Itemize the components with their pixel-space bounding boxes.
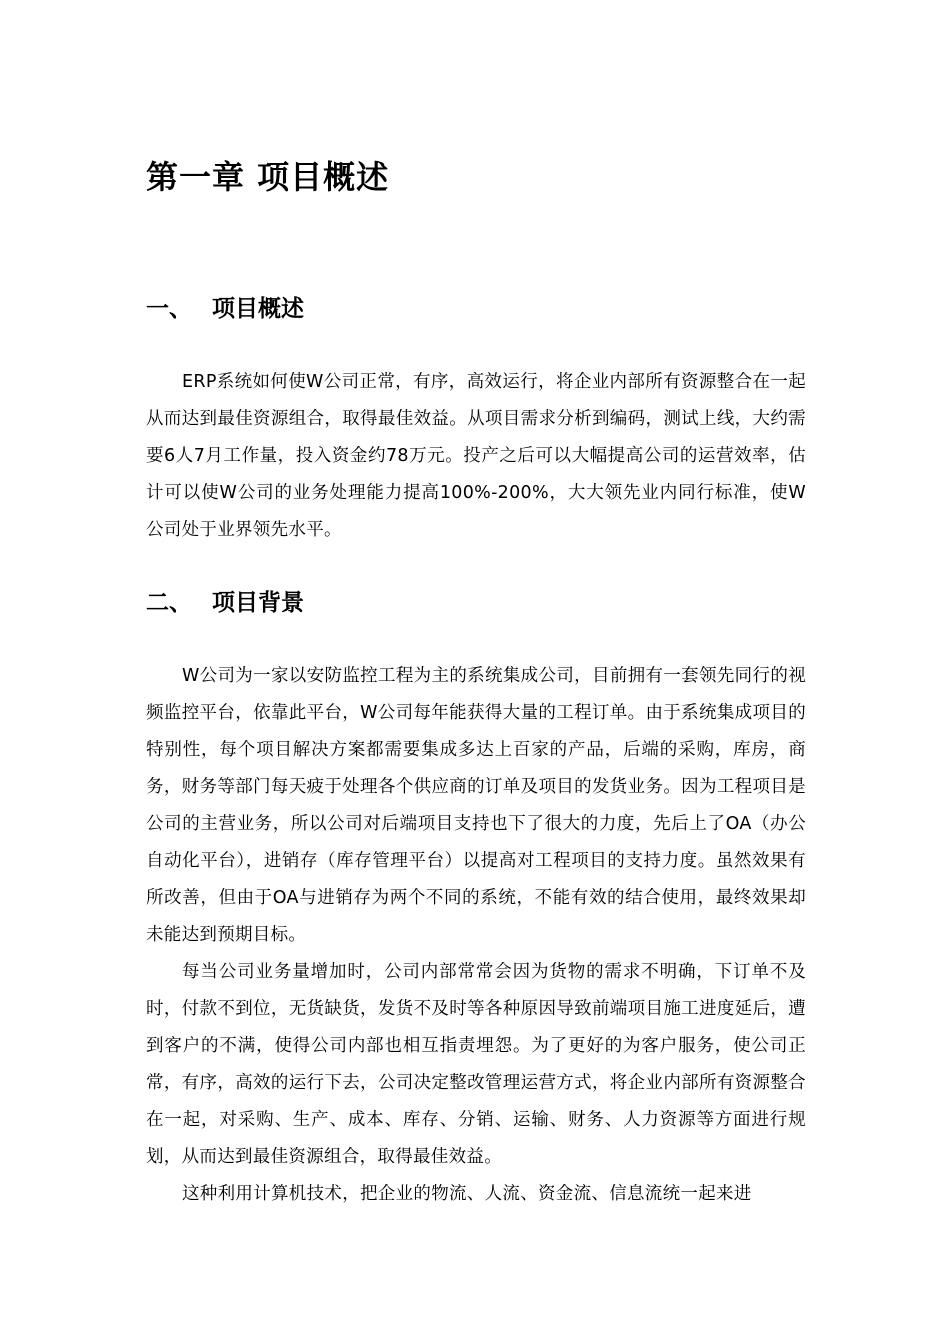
section-title: 项目概述	[212, 296, 304, 322]
section-heading-overview	[146, 290, 304, 323]
section-number: 一、	[146, 296, 192, 322]
section-title: 项目背景	[212, 590, 304, 616]
chapter-title: 第一章 项目概述	[146, 158, 390, 196]
section-heading-background	[146, 584, 304, 617]
section-body-background	[146, 658, 806, 1213]
section-number: 二、	[146, 590, 192, 616]
body-paragraph: W公司为一家以安防监控工程为主的系统集成公司，目前拥有一套领先同行的视频监控平台，依靠此平台，W公司每年能获得大量的工程订单。由于系统集成项目的特别性，每个项目解决方案都需要集成多达上百家的产品，后端的采购，库房，商务，财务等部门每天疲于处理各个供应商的订单及项目的发货业务。因为工程项目是公司的主营业务，所以公司对后端项目支持也下了很大的力度，先后上了OA（办公自动化平台），进销存（库存管理平台）以提高对工程项目的支持力度。虽然效果有所改善，但由于OA与进销存为两个不同的系统，不能有效的结合使用，最终效果却未能达到预期目标。	[146, 666, 806, 945]
section-body-overview	[146, 364, 806, 549]
body-paragraph: ERP系统如何使W公司正常，有序，高效运行，将企业内部所有资源整合在一起从而达到最佳资源组合，取得最佳效益。从项目需求分析到编码，测试上线，大约需要6人7月工作量，投入资金约78万元。投产之后可以大幅提高公司的运营效率，估计可以使W公司的业务处理能力提高100%-200%，大大领先业内同行标准，使W公司处于业界领先水平。	[146, 372, 806, 540]
body-paragraph: 这种利用计算机技术，把企业的物流、人流、资金流、信息流统一起来进	[182, 1184, 752, 1204]
body-paragraph: 每当公司业务量增加时，公司内部常常会因为货物的需求不明确，下订单不及时，付款不到位，无货缺货，发货不及时等各种原因导致前端项目施工进度延后，遭到客户的不满，使得公司内部也相互指责埋怨。为了更好的为客户服务，使公司正常，有序，高效的运行下去，公司决定整改管理运营方式，将企业内部所有资源整合在一起，对采购、生产、成本、库存、分销、运输、财务、人力资源等方面进行规划，从而达到最佳资源组合，取得最佳效益。	[146, 962, 806, 1167]
